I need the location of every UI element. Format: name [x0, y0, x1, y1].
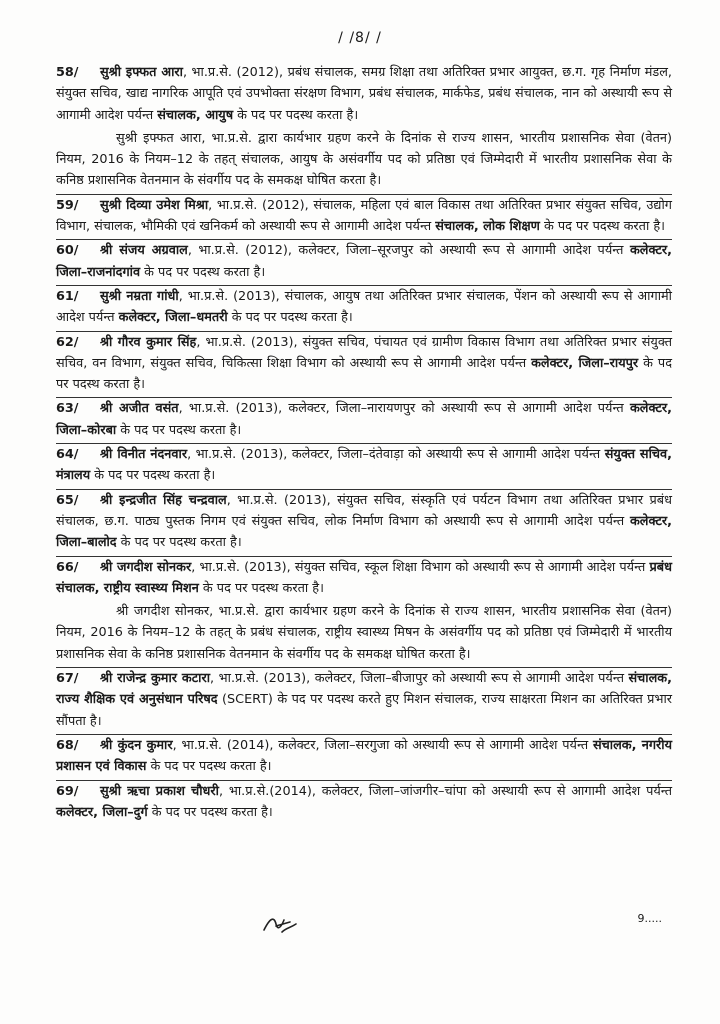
entry-number: 59/	[56, 197, 79, 213]
entry-text: , भा.प्र.से. (2012), कलेक्टर, जिला–सूरजपुर को अस्थायी रूप से आगामी आदेश पर्यन्त	[187, 243, 630, 259]
posting: कलेक्टर, जिला–धमतरी	[118, 310, 228, 326]
order-sub-para: सुश्री इफ्फत आरा, भा.प्र.से. द्वारा कार्यभार ग्रहण करने के दिनांक से राज्य शासन, भारतीय प्रशासनिक सेवा (वेतन) नियम, 2016 के नियम–12 के तहत् संचालक, आयुष के असंवर्गीय पद को प्रतिष्ठा एवं जिम्मेदारी में भारतीय प्रशासनिक सेवा के कनिष्ठ प्रशासनिक वेतनमान के संवर्गीय पद के समकक्ष घोषित करता है।	[56, 130, 672, 189]
entry-text: , भा.प्र.से. (2013), कलेक्टर, जिला–दंतेवाड़ा को अस्थायी रूप से आगामी आदेश पर्यन्त	[187, 447, 605, 463]
officer-name: श्री विनीत नंदनवार	[100, 447, 188, 463]
order-entry-61	[56, 285, 672, 329]
officer-name: सुश्री ऋचा प्रकाश चौधरी	[100, 783, 219, 799]
entry-text-end: के पद पर पदस्थ करता है।	[539, 219, 665, 235]
entry-number: 64/	[56, 447, 79, 463]
next-page-marker: 9.....	[637, 912, 662, 925]
entry-text: , भा.प्र.से. (2012), प्रबंध संचालक, समग्र शिक्षा तथा अतिरिक्त प्रभार आयुक्त, छ.ग. गृह निर्माण मंडल, संयुक्त सचिव, खाद्य नागरिक आपूति एवं उपभोक्ता संरक्षण विभाग, प्रबंध संचालक, मार्कफेड, प्रबंध संचालक, नान को अस्थायी रूप से आगामी आदेश पर्यन्त	[56, 65, 672, 123]
posting: कलेक्टर, जिला–बालोद	[56, 513, 672, 551]
officer-name: श्री जगदीश सोनकर	[100, 559, 192, 575]
entry-text: , भा.प्र.से. (2012), संचालक, महिला एवं बाल विकास तथा अतिरिक्त प्रभार संयुक्त सचिव, उद्योग विभाग, संचालक, भौमिकी एवं खनिकर्म को अस्थायी रूप से आगामी आदेश पर्यन्त	[56, 197, 673, 235]
posting: संचालक, लोक शिक्षण	[435, 219, 540, 235]
order-entry-58	[56, 62, 672, 126]
posting: संचालक, राज्य शैक्षिक एवं अनुसंधान परिषद	[56, 671, 672, 708]
entry-text-end: (SCERT) के पद पर पदस्थ करते हुए मिशन संचालक, राज्य साक्षरता मिशन का अतिरिक्त प्रभार सौंपता है।	[56, 692, 673, 729]
order-entry-65	[56, 489, 672, 554]
entry-number: 69/	[56, 783, 79, 799]
order-entry-62	[56, 331, 672, 396]
posting: संचालक, आयुष	[157, 107, 234, 123]
officer-name: श्री गौरव कुमार सिंह	[100, 334, 197, 350]
entry-number: 66/	[56, 559, 79, 575]
entry-text: , भा.प्र.से. (2013), कलेक्टर, जिला–बीजापुर को अस्थायी रूप से आगामी आदेश पर्यन्त	[210, 671, 629, 687]
entry-text: , भा.प्र.से. (2013), संयुक्त सचिव, संस्कृति एवं पर्यटन विभाग तथा अतिरिक्त प्रभार प्रबंध संचालक, छ.ग. पाठ्य पुस्तक निगम एवं संयुक्त सचिव, लोक निर्माण विभाग को अस्थायी रूप से आगामी आदेश पर्यन्त	[56, 492, 672, 529]
order-entry-63	[56, 397, 672, 441]
entry-number: 67/	[56, 671, 79, 687]
entry-text: , भा.प्र.से.(2014), कलेक्टर, जिला–जांजगीर–चांपा को अस्थायी रूप से आगामी आदेश पर्यन्त	[218, 783, 672, 799]
order-entry-69	[56, 780, 672, 824]
entry-text-end: के पद पर पदस्थ करता है।	[147, 804, 273, 820]
entry-number: 60/	[56, 243, 79, 259]
order-sub-para: श्री जगदीश सोनकर, भा.प्र.से. द्वारा कार्यभार ग्रहण करने के दिनांक से राज्य शासन, भारतीय प्रशासनिक सेवा (वेतन) नियम, 2016 के नियम–12 के तहत् के प्रबंध संचालक, राष्ट्रीय स्वास्थ्य मिषन के असंवर्गीय पद को प्रतिष्ठा एवं जिम्मेदारी में भारतीय प्रशासनिक सेवा के कनिष्ठ प्रशासनिक वेतनमान के संवर्गीय पद के समकक्ष घोषित करता है।	[56, 604, 672, 662]
officer-name: श्री संजय अग्रवाल	[100, 243, 188, 259]
order-entry-68	[56, 734, 672, 778]
entry-text-end: के पद पर पदस्थ करता है।	[90, 468, 216, 484]
posting: कलेक्टर, जिला–कोरबा	[56, 401, 672, 438]
posting: कलेक्टर, जिला–राजनांदगांव	[56, 243, 673, 280]
officer-name: श्री राजेन्द्र कुमार कटारा	[100, 671, 211, 687]
entry-text-end: के पद पर पदस्थ करता है।	[198, 580, 324, 596]
entry-text-end: के पद पर पदस्थ करता है।	[146, 759, 272, 775]
officer-name: सुश्री नम्रता गांधी	[100, 288, 179, 304]
order-entry-66	[56, 556, 672, 600]
order-entry-67	[56, 667, 672, 732]
entry-number: 68/	[56, 737, 79, 753]
entry-text-end: के पद पर पदस्थ करता है।	[140, 264, 266, 280]
signature-icon	[260, 912, 300, 936]
entry-text: , भा.प्र.से. (2013), संयुक्त सचिव, पंचायत एवं ग्रामीण विकास विभाग तथा अतिरिक्त प्रभार संयुक्त सचिव, वन विभाग, संयुक्त सचिव, चिकित्सा शिक्षा विभाग को अस्थायी रूप से आगामी आदेश पर्यन्त	[56, 334, 672, 371]
entry-number: 62/	[56, 334, 79, 350]
entry-number: 65/	[56, 492, 79, 508]
entry-text: , भा.प्र.से. (2013), संयुक्त सचिव, स्कूल शिक्षा विभाग को अस्थायी रूप से आगामी आदेश पर्यन्त	[191, 559, 650, 575]
entry-number: 58/	[56, 65, 79, 80]
officer-name: सुश्री दिव्या उमेश मिश्रा	[100, 197, 209, 213]
entry-text-end: के पद पर पदस्थ करता है।	[56, 355, 672, 393]
order-entry-64	[56, 443, 672, 487]
entry-text: , भा.प्र.से. (2014), कलेक्टर, जिला–सरगुजा को अस्थायी रूप से आगामी आदेश पर्यन्त	[172, 737, 594, 753]
posting: संयुक्त सचिव, मंत्रालय	[56, 447, 673, 484]
entry-text-end: के पद पर पदस्थ करता है।	[116, 535, 242, 551]
entry-text-end: के पद पर पदस्थ करता है।	[116, 422, 242, 438]
posting: संचालक, नगरीय प्रशासन एवं विकास	[56, 737, 672, 775]
entry-text-end: के पद पर पदस्थ करता है।	[227, 310, 353, 326]
officer-name: श्री अजीत वसंत	[100, 401, 179, 417]
officer-name: श्री इन्द्रजीत सिंह चन्द्रवाल	[100, 492, 227, 508]
posting: प्रबंध संचालक, राष्ट्रीय स्वास्थ्य मिशन	[56, 559, 672, 596]
officer-name: सुश्री इफ्फत आरा	[100, 65, 183, 80]
entry-text: , भा.प्र.से. (2013), कलेक्टर, जिला–नारायणपुर को अस्थायी रूप से आगामी आदेश पर्यन्त	[178, 401, 630, 417]
order-entry-60	[56, 239, 672, 283]
officer-name: श्री कुंदन कुमार	[100, 737, 173, 753]
entry-text: , भा.प्र.से. (2013), संचालक, आयुष तथा अतिरिक्त प्रभार संचालक, पेंशन को अस्थायी रूप से आगामी आदेश पर्यन्त	[56, 288, 673, 326]
entry-text-end: के पद पर पदस्थ करता है।	[233, 107, 359, 123]
order-entry-59	[56, 194, 672, 238]
posting: कलेक्टर, जिला–दुर्ग	[56, 804, 148, 820]
order-content	[56, 62, 672, 825]
entry-number: 61/	[56, 288, 79, 304]
entry-number: 63/	[56, 401, 79, 417]
page-number: / /8/ /	[338, 30, 382, 46]
posting: कलेक्टर, जिला–रायपुर	[531, 355, 639, 371]
